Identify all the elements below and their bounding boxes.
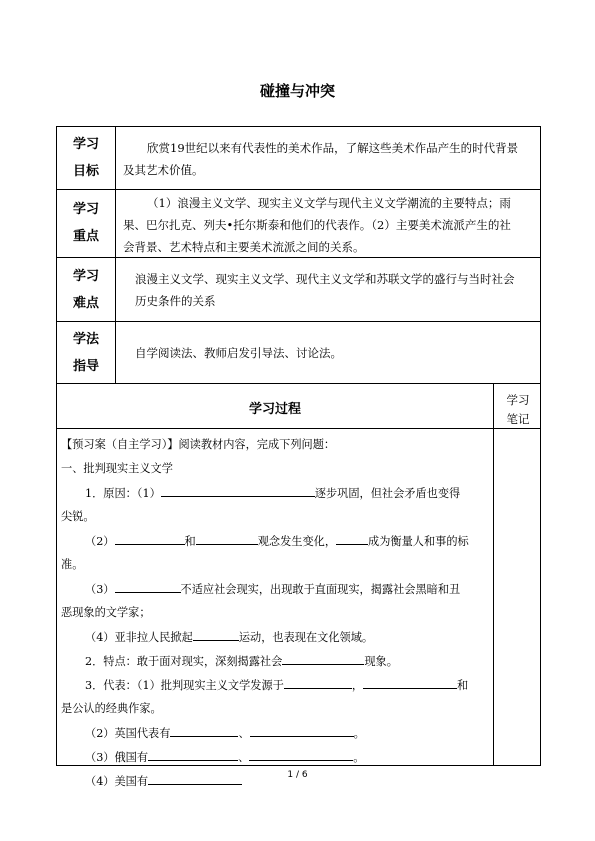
usa-line: （4）美国有 [85,772,242,789]
row-label-objectives: 学习 目标 [72,137,99,179]
blank-field[interactable] [148,748,238,761]
row-label-difficulties: 学习 难点 [72,269,99,311]
row-label-methods: 学法 指导 [72,332,99,374]
row-content-methods: 自学阅读法、教师启发引导法、讨论法。 [135,346,342,360]
process-title: 学习过程 [248,402,301,417]
row-divider [57,383,540,384]
row-divider [57,189,540,190]
cause-3-line: （3） 不适应社会现实，出现敢于直面现实，揭露社会黑暗和丑 [85,580,460,597]
row-divider [57,428,540,429]
features-line: 2．特点：敢于面对现实，深刻揭露社会 现象。 [85,652,398,669]
blank-field[interactable] [249,748,353,761]
blank-field[interactable] [336,532,368,545]
lesson-table: 学习 目标 欣赏19世纪以来有代表性的美术作品，了解这些美术作品产生的时代背景 及其艺术价值。 学习 重点 （1）浪漫主义文学、现实主义文学与现代主义文学潮流的主要特点；雨 果、巴尔扎克、列夫•托尔斯泰和他们的代表作。（2）主要美术流派产生的社 会背景、艺术特点和主要美术流派之间的关系。 学习 难点 浪漫主义文学、现实主义文学、现代主义文学和苏联文学的盛行与当时社会 历史条件的关系 学法 指导 自学阅读法、教师启发引导法、讨论法。 学习过程 学习 笔记 【预习案（自主学习）】阅读教材内容，完成下列问题： 一、批判现实主义文学 1．原因：（1） 逐步巩固，但社会矛盾也变得 尖锐。 （2） 和 观念发生变化， 成为衡量人和事的标 准。 （3） 不适应社会现实，出现敢于直面现实，揭露社会黑暗和丑 恶现象的文学家； （4）亚非拉人民掀起 运动，也表现在文化领域。 2．特点：敢于面对现实，深刻揭露社会 现象。 3．代表：（1）批判现实主义文学发源于 ， 和 是公认的经典作家。 （2）英国代表有 、 。 （3）俄国有 、 。 （4）美国有 [56,126,541,766]
blank-field[interactable] [115,580,181,593]
blank-field[interactable] [170,724,238,737]
cause-2-line: （2） 和 观念发生变化， 成为衡量人和事的标 [85,532,469,549]
blank-field[interactable] [363,676,457,689]
row-label-key-points: 学习 重点 [72,202,99,244]
representatives-line: 3．代表：（1）批判现实主义文学发源于 ， 和 [85,676,468,693]
label-column-divider [115,127,116,383]
blank-field[interactable] [282,652,364,665]
page-title: 碰撞与冲突 [259,82,335,100]
row-content-difficulties: 浪漫主义文学、现实主义文学、现代主义文学和苏联文学的盛行与当时社会 历史条件的关系 [135,272,515,308]
blank-field[interactable] [193,628,239,641]
row-divider [57,321,540,322]
blank-field[interactable] [284,676,352,689]
blank-field[interactable] [115,532,185,545]
notes-header: 学习 笔记 [506,393,530,426]
notes-column-divider [493,383,494,766]
preview-intro: 【预习案（自主学习）】阅读教材内容，完成下列问题： [61,438,336,451]
uk-line: （2）英国代表有 、 。 [85,724,365,741]
blank-field[interactable] [196,532,258,545]
row-content-key-points: （1）浪漫主义文学、现实主义文学与现代主义文学潮流的主要特点；雨 果、巴尔扎克、列夫•托尔斯泰和他们的代表作。（2）主要美术流派产生的社 会背景、艺术特点和主要美术流派之间的关系。 [123,196,511,254]
section-heading: 一、批判现实主义文学 [61,462,173,475]
page-number: 1 / 6 [287,770,308,780]
blank-field[interactable] [161,484,315,497]
blank-field[interactable] [250,724,354,737]
row-content-objectives: 欣赏19世纪以来有代表性的美术作品，了解这些美术作品产生的时代背景 及其艺术价值。 [123,141,519,177]
cause-4-line: （4）亚非拉人民掀起 运动，也表现在文化领域。 [85,628,373,645]
russia-line: （3）俄国有 、 。 [85,748,364,765]
cause-1-line: 1．原因：（1） 逐步巩固，但社会矛盾也变得 [85,484,460,501]
